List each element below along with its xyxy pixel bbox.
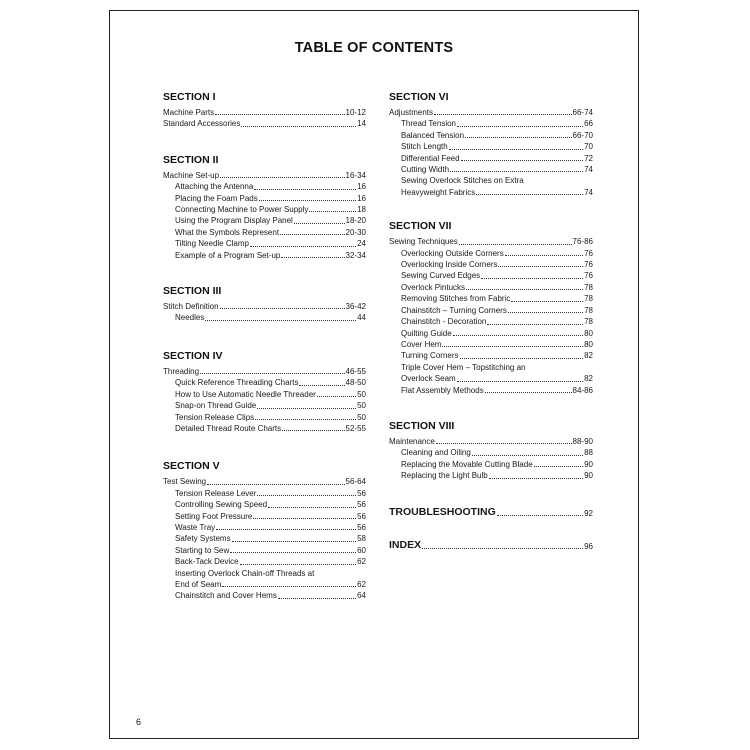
dot-leader (460, 358, 584, 359)
toc-subentry (389, 175, 593, 186)
toc-entry-label: Snap-on Thread Guide (175, 401, 257, 411)
toc-entry-page: 76 (584, 260, 593, 270)
dot-leader (207, 484, 344, 485)
toc-entry-page: 52-55 (345, 423, 366, 433)
toc-entry-label: Triple Cover Hem – Topstitching an (401, 362, 526, 372)
toc-subentry (389, 373, 593, 384)
toc-entry-page: 56 (357, 522, 366, 532)
toc-section (163, 350, 366, 434)
toc-entry-label: Removing Stitches from Fabric (401, 294, 511, 304)
toc-entry-page: 56 (357, 500, 366, 510)
toc-entry-page: 90 (584, 459, 593, 469)
toc-entry-label: Setting Foot Pressure (175, 511, 253, 521)
dot-leader (215, 114, 344, 115)
dot-leader (240, 564, 357, 565)
section-heading: SECTION I (163, 91, 216, 103)
toc-entry-page: 74 (584, 187, 593, 197)
toc-subentry (389, 259, 593, 270)
dot-leader (230, 552, 356, 553)
toc-entry-label: Cutting Width (401, 165, 450, 175)
dot-leader (476, 194, 583, 195)
dot-leader (254, 189, 356, 190)
toc-subentry (389, 459, 593, 470)
toc-entry-page: 16-34 (345, 170, 366, 180)
toc-subentry (163, 377, 366, 388)
toc-entry-page: 56 (357, 511, 366, 521)
toc-entry (163, 118, 366, 129)
toc-subentry (389, 248, 593, 259)
dot-leader (257, 408, 356, 409)
section-heading: SECTION II (163, 153, 219, 166)
toc-subentry (163, 412, 366, 423)
dot-leader (220, 177, 345, 178)
toc-section (389, 220, 593, 396)
section-heading: SECTION VI (389, 91, 449, 103)
toc-entry-page: 48-50 (345, 378, 366, 388)
toc-entry-label: Maintenance (389, 436, 435, 446)
toc-entry-label: Heavyweight Fabrics (401, 187, 476, 197)
dot-leader (534, 466, 583, 467)
dot-leader (422, 548, 583, 549)
toc-entry (163, 107, 366, 118)
dot-leader (453, 335, 583, 336)
toc-entry-label: Starting to Sew (175, 545, 230, 555)
toc-entry-label: Needles (175, 313, 205, 323)
toc-entry-label: Sewing Curved Edges (401, 271, 481, 281)
toc-subentry (163, 545, 366, 556)
dot-leader (241, 126, 356, 127)
toc-entry-label: Chainstitch and Cover Hems (175, 591, 277, 601)
toc-entry-page: 88 (584, 448, 593, 458)
dot-leader (250, 246, 356, 247)
dot-leader (255, 419, 356, 420)
toc-subentry (163, 533, 366, 544)
toc-entry (389, 236, 593, 247)
toc-entry-page: 56 (357, 488, 366, 498)
page-title: TABLE OF CONTENTS (294, 40, 454, 56)
toc-entry-label: INDEX (389, 538, 422, 551)
troubleshooting-entry (389, 506, 593, 519)
toc-subentry (389, 305, 593, 316)
toc-entry-label: Controlling Sewing Speed (175, 500, 268, 510)
toc-subentry (163, 499, 366, 510)
toc-entry (389, 436, 593, 447)
toc-entry-page: 24 (357, 239, 366, 249)
toc-entry (389, 107, 593, 118)
toc-entry-label: Flat Assembly Methods (401, 385, 484, 395)
toc-entry-label: Quilting Guide (401, 328, 452, 338)
toc-entry-label: Machine Parts (163, 108, 215, 117)
dot-leader (511, 301, 583, 302)
toc-entry-label: Stitch Definition (163, 302, 219, 312)
toc-entry-page: 58 (357, 534, 366, 544)
toc-subentry (163, 250, 366, 261)
dot-leader (268, 507, 356, 508)
toc-entry-label: Differential Feed (401, 153, 460, 163)
toc-entry-label: Replacing the Light Bulb (401, 471, 488, 481)
right-column (389, 91, 593, 552)
section-heading: SECTION III (163, 285, 222, 298)
toc-subentry (163, 215, 366, 226)
dot-leader (457, 126, 583, 127)
toc-entry-page: 62 (357, 557, 366, 567)
toc-entry-page: 80 (584, 328, 593, 338)
toc-entry-label: Replacing the Movable Cutting Blade (401, 459, 533, 469)
dot-leader (200, 373, 345, 374)
dot-leader (489, 478, 583, 479)
toc-entry-label: Safety Systems (175, 534, 231, 544)
toc-subentry (389, 385, 593, 396)
dot-leader (281, 257, 344, 258)
dot-leader (232, 541, 357, 542)
toc-entry-label: Overlock Seam (401, 374, 456, 384)
toc-entry-label: Standard Accessories (163, 119, 241, 129)
toc-entry-page: 18-20 (345, 216, 366, 226)
section-heading: SECTION VIII (389, 419, 455, 432)
toc-subentry (389, 447, 593, 458)
toc-entry-label: Cleaning and Oiling (401, 448, 471, 458)
toc-entry-page: 62 (357, 579, 366, 589)
toc-subentry (389, 130, 593, 141)
toc-entry-page: 50 (357, 401, 366, 411)
toc-entry-page: 78 (584, 282, 593, 292)
toc-entry-page: 74 (584, 165, 593, 175)
toc-entry-label: End of Seam (175, 579, 222, 589)
toc-entry-page: 46-55 (345, 366, 366, 376)
dot-leader (466, 289, 583, 290)
toc-entry-label: Chainstitch – Turning Corners (401, 305, 507, 315)
toc-entry-label: Inserting Overlock Chain-off Threads at (175, 568, 315, 578)
dot-leader (459, 244, 572, 245)
index-entry (389, 539, 593, 552)
dot-leader (450, 171, 583, 172)
toc-entry-page: 78 (584, 305, 593, 315)
dot-leader (222, 586, 356, 587)
dot-leader (505, 255, 583, 256)
toc-entry-page: 60 (357, 545, 366, 555)
toc-subentry (163, 423, 366, 434)
section-heading: SECTION IV (163, 349, 223, 362)
toc-subentry (163, 590, 366, 601)
toc-subentry (389, 282, 593, 293)
toc-subentry (163, 511, 366, 522)
toc-entry-label: Balanced Tension (401, 130, 465, 140)
toc-entry-page: 78 (584, 294, 593, 304)
toc-subentry (389, 118, 593, 129)
toc-entry-page: 64 (357, 591, 366, 601)
toc-entry (163, 301, 366, 312)
toc-subentry (389, 164, 593, 175)
toc-entry-page: 76-86 (572, 237, 593, 247)
section-heading: SECTION VII (389, 220, 452, 233)
dot-leader (299, 385, 344, 386)
toc-entry-label: Example of a Program Set-up (175, 250, 281, 260)
toc-entry-page: 10-12 (345, 108, 366, 117)
toc-entry-page: 96 (584, 541, 593, 551)
toc-entry-page: 84-86 (572, 385, 593, 395)
toc-section (389, 420, 593, 482)
dot-leader (498, 266, 583, 267)
toc-entry-label: Adjustments (389, 108, 434, 117)
toc-entry-label: Turning Corners (401, 351, 459, 361)
dot-leader (436, 443, 572, 444)
toc-entry-label: What the Symbols Represent (175, 227, 280, 237)
dot-leader (259, 200, 356, 201)
toc-entry-page: 82 (584, 351, 593, 361)
toc-entry-page: 44 (357, 313, 366, 323)
toc-subentry (389, 350, 593, 361)
toc-subentry (163, 181, 366, 192)
toc-entry-label: TROUBLESHOOTING (389, 505, 496, 518)
dot-leader (278, 598, 356, 599)
toc-subentry (389, 270, 593, 281)
toc-section (163, 285, 366, 324)
toc-subentry (389, 362, 593, 373)
toc-entry-page: 66 (584, 119, 593, 129)
toc-subentry (163, 579, 366, 590)
toc-entry-label: Using the Program Display Panel (175, 216, 293, 226)
toc-entry-label: Quick Reference Threading Charts (175, 378, 299, 388)
toc-entry-page: 32-34 (345, 250, 366, 260)
dot-leader (257, 495, 356, 496)
toc-entry-label: Connecting Machine to Power Supply (175, 205, 309, 215)
toc-subentry (389, 293, 593, 304)
dot-leader (508, 312, 583, 313)
toc-entry-page: 76 (584, 271, 593, 281)
dot-leader (434, 114, 572, 115)
toc-entry-page: 14 (357, 119, 366, 129)
toc-entry-label: Overlocking Inside Corners (401, 260, 498, 270)
toc-subentry (163, 568, 366, 579)
toc-subentry (163, 522, 366, 533)
toc-entry-page: 36-42 (345, 302, 366, 312)
toc-subentry (389, 141, 593, 152)
dot-leader (280, 234, 344, 235)
dot-leader (253, 518, 356, 519)
toc-subentry (163, 400, 366, 411)
toc-entry-label: Threading (163, 366, 200, 376)
dot-leader (461, 160, 584, 161)
dot-leader (317, 396, 356, 397)
toc-section (389, 91, 593, 198)
toc-entry-label: Tension Release Lever (175, 488, 257, 498)
toc-entry-page: 70 (584, 142, 593, 152)
toc-entry-label: Machine Set-up (163, 170, 220, 180)
section-heading: SECTION V (163, 460, 220, 473)
toc-subentry (163, 238, 366, 249)
left-column (163, 91, 366, 602)
dot-leader (282, 430, 344, 431)
toc-subentry (163, 389, 366, 400)
toc-subentry (389, 316, 593, 327)
toc-entry-label: Placing the Foam Pads (175, 193, 258, 203)
toc-entry (163, 366, 366, 377)
toc-subentry (389, 339, 593, 350)
toc-subentry (389, 328, 593, 339)
toc-entry (163, 170, 366, 181)
toc-entry-page: 18 (357, 205, 366, 215)
toc-subentry (163, 488, 366, 499)
toc-subentry (163, 312, 366, 323)
toc-entry-page: 16 (357, 182, 366, 192)
toc-entry-label: Detailed Thread Route Charts (175, 423, 282, 433)
toc-subentry (163, 193, 366, 204)
toc-section (163, 91, 366, 130)
toc-entry-page: 56-64 (345, 477, 366, 487)
toc-entry-label: How to Use Automatic Needle Threader (175, 389, 316, 399)
toc-entry-page: 66-74 (572, 108, 593, 117)
toc-subentry (389, 470, 593, 481)
toc-entry-page: 20-30 (345, 227, 366, 237)
toc-entry-label: Cover Hem (401, 339, 442, 349)
toc-entry-page: 88-90 (572, 436, 593, 446)
toc-entry-page: 66-70 (572, 130, 593, 140)
toc-section (163, 154, 366, 261)
dot-leader (309, 211, 356, 212)
toc-entry-page: 50 (357, 389, 366, 399)
toc-entry-label: Stitch Length (401, 142, 448, 152)
dot-leader (457, 381, 583, 382)
toc-entry-page: 76 (584, 248, 593, 258)
toc-entry-label: Thread Tension (401, 119, 456, 129)
toc-entry-page: 82 (584, 374, 593, 384)
toc-entry-page: 72 (584, 153, 593, 163)
toc-subentry (389, 153, 593, 164)
toc-entry-page: 92 (584, 508, 593, 518)
toc-entry-label: Overlock Pintucks (401, 282, 466, 292)
toc-subentry (163, 227, 366, 238)
dot-leader (220, 308, 345, 309)
toc-entry-page: 80 (584, 339, 593, 349)
dot-leader (294, 223, 345, 224)
toc-subentry (389, 187, 593, 198)
toc-entry-label: Overlocking Outside Corners (401, 248, 504, 258)
toc-entry-label: Tilting Needle Clamp (175, 239, 249, 249)
toc-entry-page: 50 (357, 412, 366, 422)
toc-entry-label: Attaching the Antenna (175, 182, 254, 192)
dot-leader (216, 529, 356, 530)
dot-leader (449, 149, 583, 150)
toc-entry-page: 16 (357, 193, 366, 203)
toc-entry-label: Test Sewing (163, 477, 207, 487)
toc-entry-page: 90 (584, 471, 593, 481)
toc-entry (163, 476, 366, 487)
dot-leader (465, 137, 572, 138)
toc-subentry (163, 556, 366, 567)
dot-leader (442, 346, 583, 347)
toc-entry-label: Sewing Overlock Stitches on Extra (401, 176, 524, 186)
toc-section (163, 460, 366, 601)
toc-entry-label: Sewing Techniques (389, 237, 458, 247)
toc-entry-label: Chainstitch - Decoration (401, 317, 487, 327)
toc-subentry (163, 204, 366, 215)
toc-entry-page: 78 (584, 317, 593, 327)
dot-leader (205, 320, 356, 321)
dot-leader (472, 455, 583, 456)
dot-leader (497, 515, 583, 516)
toc-entry-label: Back-Tack Device (175, 557, 239, 567)
manual-page (109, 10, 639, 739)
dot-leader (485, 392, 572, 393)
dot-leader (481, 278, 583, 279)
toc-entry-label: Tension Release Clips (175, 412, 255, 422)
page-number: 6 (136, 717, 142, 727)
dot-leader (487, 324, 583, 325)
toc-entry-label: Waste Tray (175, 522, 216, 532)
